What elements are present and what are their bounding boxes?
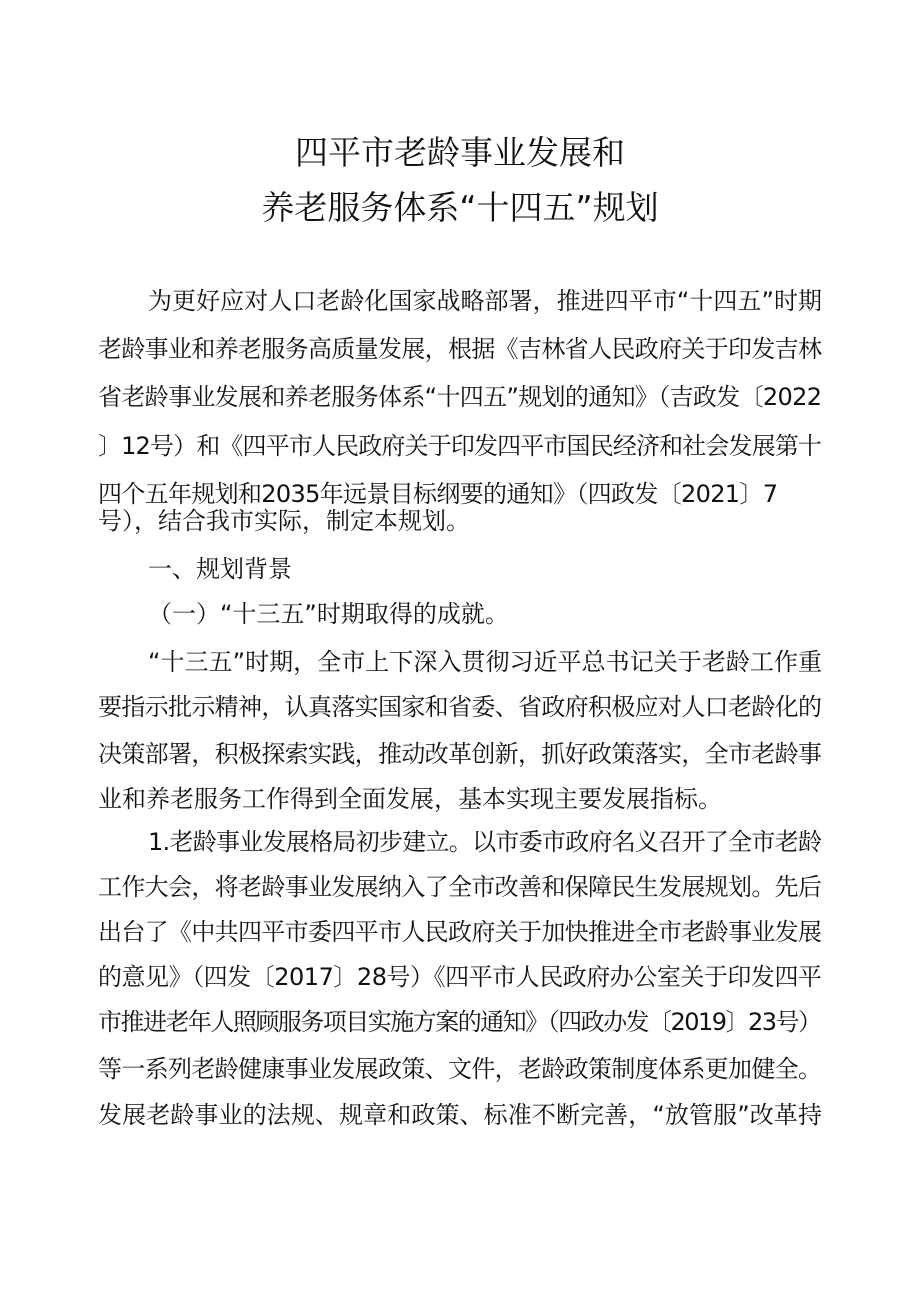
body-line-11: 决策部署，积极探索实践，推动改革创新，抓好政策落实，全市老龄事	[98, 740, 822, 768]
body-line-9: “十三五”时期，全市上下深入贯彻习近平总书记关于老龄工作重	[148, 648, 823, 676]
title-line-1: 四平市老龄事业发展和	[295, 133, 625, 172]
body-line-12: 业和养老服务工作得到全面发展，基本实现主要发展指标。	[98, 785, 722, 813]
body-line-5: 四个五年规划和2035年远景目标纲要的通知》（四政发〔2021〕7	[98, 480, 778, 508]
subsection-heading: （一）“十三五”时期取得的成就。	[148, 600, 509, 628]
body-line-10: 要指示批示精神，认真落实国家和省委、省政府积极应对人口老龄化的	[98, 693, 822, 721]
body-line-2: 老龄事业和养老服务高质量发展，根据《吉林省人民政府关于印发吉林	[98, 335, 822, 363]
body-line-13: 1.老龄事业发展格局初步建立。以市委市政府名义召开了全市老龄	[148, 828, 822, 856]
body-line-19: 发展老龄事业的法规、规章和政策、标准不断完善，“放管服”改革持	[98, 1101, 823, 1129]
body-line-3: 省老龄事业发展和养老服务体系“十四五”规划的通知》（吉政发〔2022	[98, 383, 822, 411]
body-line-14: 工作大会，将老龄事业发展纳入了全市改善和保障民生发展规划。先后	[98, 873, 822, 901]
body-line-15: 出台了《中共四平市委四平市人民政府关于加快推进全市老龄事业发展	[98, 918, 822, 946]
body-line-16: 的意见》（四发〔2017〕28号）《四平市人民政府办公室关于印发四平	[98, 963, 822, 991]
body-line-6: 号），结合我市实际，制定本规划。	[98, 507, 470, 535]
body-line-4: 〕12号）和《四平市人民政府关于印发四平市国民经济和社会发展第十	[98, 432, 822, 460]
body-line-17: 市推进老年人照顾服务项目实施方案的通知》（四政办发〔2019〕23号）	[98, 1008, 821, 1036]
section-heading: 一、规划背景	[148, 555, 292, 583]
title-line-2: 养老服务体系“十四五”规划	[261, 188, 659, 227]
body-line-1: 为更好应对人口老龄化国家战略部署，推进四平市“十四五”时期	[148, 287, 823, 315]
body-line-18: 等一系列老龄健康事业发展政策、文件，老龄政策制度体系更加健全。	[98, 1055, 822, 1083]
